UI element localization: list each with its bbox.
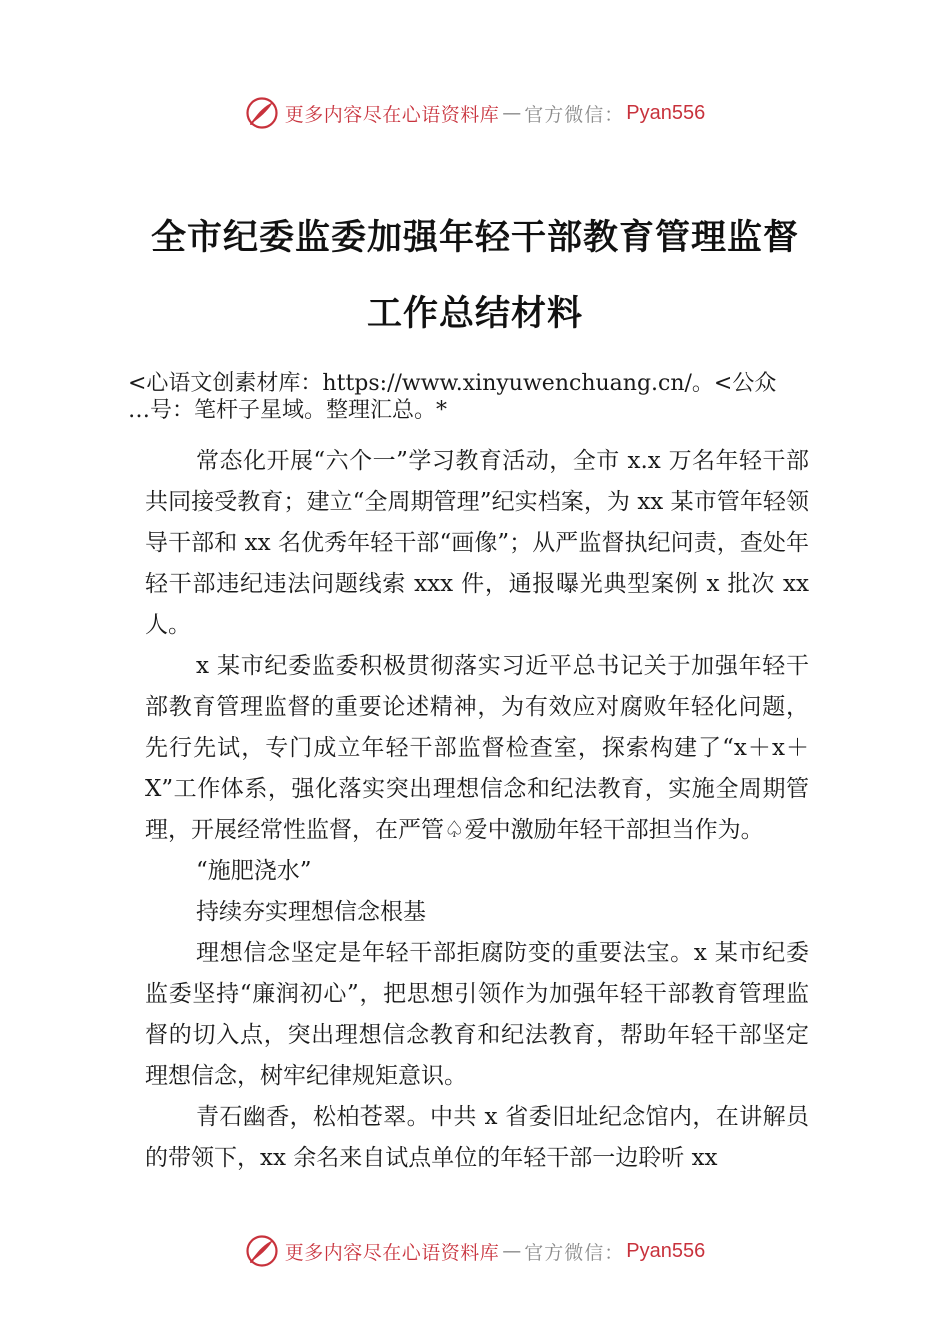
watermark-brand-text: 更多内容尽在心语资料库 — [284, 1241, 500, 1264]
source-note-line-2: …号：笔杆子星域。整理汇总。* — [128, 398, 448, 423]
source-note-line-1: <心语文创素材库：https://www.xinyuwenchuang.cn/。<公众 — [128, 371, 777, 396]
watermark-wechat-id: Pyan556 — [626, 101, 706, 124]
body-paragraph: 青石幽香，松柏苍翠。中共 x 省委旧址纪念馆内，在讲解员的带领下，xx 余名来自试点单位的年轻干部一边聆听 xx — [145, 1104, 809, 1171]
body-paragraph: x 某市纪委监委积极贯彻落实习近平总书记关于加强年轻干部教育管理监督的重要论述精神，为有效应对腐败年轻化问题，先行先试，专门成立年轻干部监督检查室，探索构建了“x＋x＋X”工作体系，强化落实突出理想信念和纪法教育，实施全周期管理，开展经常性监督，在严管♤爱中激励年轻干部担当作为。 — [145, 653, 809, 843]
document-title-line-2: 工作总结材料 — [366, 293, 583, 334]
document-title-line-1: 全市纪委监委加强年轻干部教育管理监督 — [150, 217, 799, 258]
source-note — [128, 370, 828, 424]
footer-watermark — [0, 1234, 950, 1268]
quill-pen-logo-icon — [245, 1234, 279, 1268]
header-watermark — [0, 96, 950, 130]
watermark-wechat-id: Pyan556 — [626, 1239, 706, 1262]
watermark-dash: — — [502, 102, 522, 124]
section-heading: 持续夯实理想信念根基 — [196, 899, 426, 925]
watermark-brand-text: 更多内容尽在心语资料库 — [284, 103, 500, 126]
quill-pen-logo-icon — [245, 96, 279, 130]
document-body — [145, 441, 809, 1179]
section-heading: “施肥浇水” — [196, 858, 312, 884]
watermark-label: 官方微信： — [524, 103, 625, 126]
watermark-dash: — — [502, 1240, 522, 1262]
body-paragraph: 常态化开展“六个一”学习教育活动，全市 x.x 万名年轻干部共同接受教育；建立“全周期管理”纪实档案，为 xx 某市管年轻领导干部和 xx 名优秀年轻干部“画像”；从严监督执纪问责，查处年轻干部违纪违法问题线索 xxx 件，通报曝光典型案例 x 批次 xx 人。 — [145, 448, 809, 638]
watermark-label: 官方微信： — [524, 1241, 625, 1264]
body-paragraph: 理想信念坚定是年轻干部拒腐防变的重要法宝。x 某市纪委监委坚持“廉润初心”，把思想引领作为加强年轻干部教育管理监督的切入点，突出理想信念教育和纪法教育，帮助年轻干部坚定理想信念，树牢纪律规矩意识。 — [145, 940, 809, 1089]
